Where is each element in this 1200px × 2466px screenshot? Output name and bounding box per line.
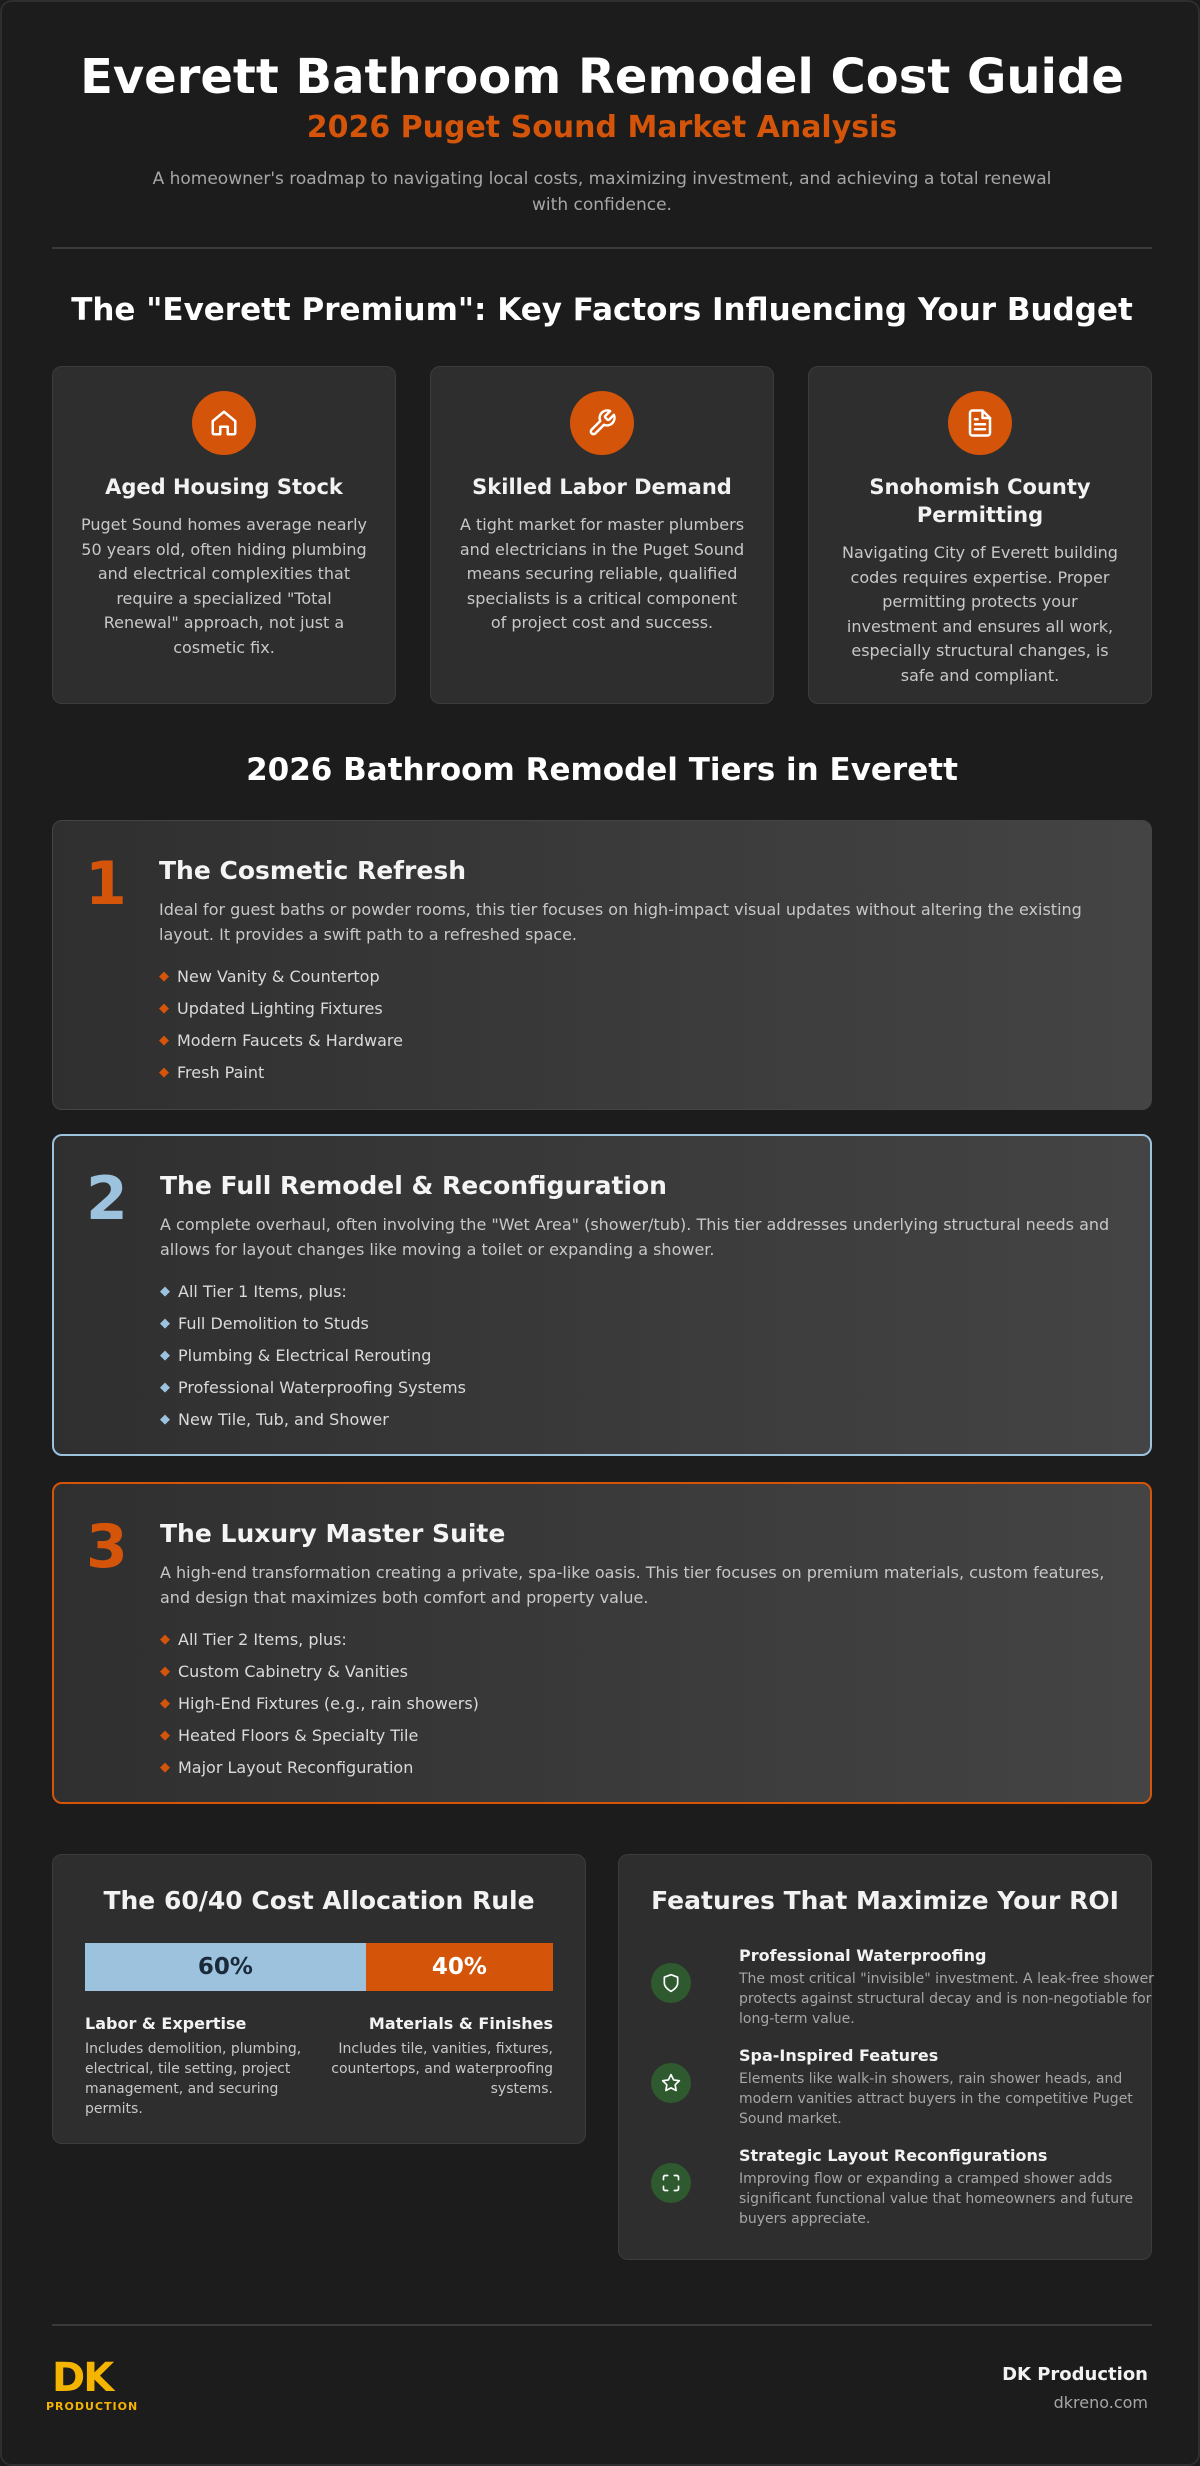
factors-section-title: The "Everett Premium": Key Factors Influencing Your Budget (71, 292, 1133, 328)
wrench-icon (570, 391, 634, 455)
diamond-bullet-icon: ◆ (160, 1664, 170, 1679)
materials-text: Includes tile, vanities, fixtures, countertops, and waterproofing systems. (331, 2041, 553, 2097)
tier-number: 2 (86, 1164, 128, 1234)
diamond-bullet-icon: ◆ (160, 1760, 170, 1775)
tier-card-full-remodel (52, 1134, 1152, 1456)
labor-heading: Labor & Expertise (85, 2014, 247, 2033)
list-item (159, 1057, 1119, 1089)
document-icon (948, 391, 1012, 455)
allocation-split-bar (85, 1943, 553, 1991)
list-item (159, 993, 1119, 1025)
factor-card-aged-housing (52, 366, 396, 704)
page-title: Everett Bathroom Remodel Cost Guide (80, 49, 1124, 105)
roi-text: Improving flow or expanding a cramped shower adds significant functional value that homeowners and future buyers appreciate. (739, 2171, 1134, 2227)
diamond-bullet-icon: ◆ (159, 1001, 169, 1016)
factor-text: Puget Sound homes average nearly 50 years old, often hiding plumbing and electrical complexities that require a specialized "Total Renewal" approach, not just a cosmetic fix. (81, 515, 367, 657)
list-item (160, 1372, 1120, 1404)
factor-title: Snohomish County Permitting (869, 475, 1091, 527)
materials-description (329, 2013, 553, 2099)
tier-title: The Luxury Master Suite (160, 1519, 506, 1548)
list-item (160, 1404, 1120, 1436)
expand-icon (651, 2163, 691, 2203)
tier-feature-list (160, 1276, 1120, 1436)
diamond-bullet-icon: ◆ (160, 1380, 170, 1395)
list-item (160, 1624, 1120, 1656)
intro-text: A homeowner's roadmap to navigating local costs, maximizing investment, and achieving a total renewal with confidence. (152, 169, 1052, 215)
footer-info (1002, 2363, 1148, 2415)
factor-text: A tight market for master plumbers and electricians in the Puget Sound means securing reliable, qualified specialists is a critical component of project cost and success. (459, 515, 745, 632)
tier-feature: Fresh Paint (177, 1063, 265, 1082)
diamond-bullet-icon: ◆ (160, 1348, 170, 1363)
allocation-title: The 60/40 Cost Allocation Rule (103, 1886, 535, 1915)
tier-feature: Plumbing & Electrical Rerouting (178, 1346, 432, 1365)
diamond-bullet-icon: ◆ (159, 1033, 169, 1048)
factor-title: Skilled Labor Demand (472, 475, 732, 499)
list-item (160, 1656, 1120, 1688)
tier-feature: Updated Lighting Fixtures (177, 999, 383, 1018)
diamond-bullet-icon: ◆ (160, 1316, 170, 1331)
list-item (160, 1688, 1120, 1720)
tier-description: A complete overhaul, often involving the "Wet Area" (shower/tub). This tier addresses underlying structural needs and allows for layout changes like moving a toilet or expanding a shower. (160, 1215, 1110, 1259)
factor-card-permitting (808, 366, 1152, 704)
cost-allocation-panel (52, 1854, 586, 2144)
roi-text: The most critical "invisible" investment. A leak-free shower protects against structural decay and is non-negotiable for long-term value. (739, 1971, 1154, 2027)
list-item (160, 1276, 1120, 1308)
logo-mark: DK (52, 2355, 113, 2401)
tier-feature: New Vanity & Countertop (177, 967, 380, 986)
factor-card-skilled-labor (430, 366, 774, 704)
tier-feature-list (159, 961, 1119, 1089)
tier-feature: Heated Floors & Specialty Tile (178, 1726, 419, 1745)
tier-feature: All Tier 2 Items, plus: (178, 1630, 347, 1649)
labor-share-label: 60% (197, 1954, 253, 1980)
tier-card-cosmetic-refresh (52, 820, 1152, 1110)
list-item (160, 1720, 1120, 1752)
materials-share-segment (366, 1943, 553, 1991)
list-item (160, 1752, 1120, 1784)
tier-feature: Modern Faucets & Hardware (177, 1031, 403, 1050)
diamond-bullet-icon: ◆ (160, 1412, 170, 1427)
diamond-bullet-icon: ◆ (160, 1696, 170, 1711)
tier-number: 3 (86, 1512, 128, 1582)
tier-title: The Cosmetic Refresh (159, 856, 467, 885)
tier-title: The Full Remodel & Reconfiguration (160, 1171, 667, 1200)
factor-title: Aged Housing Stock (105, 475, 343, 499)
tier-feature: Full Demolition to Studs (178, 1314, 369, 1333)
tier-card-luxury-master-suite (52, 1482, 1152, 1804)
company-name: DK Production (1002, 2364, 1148, 2385)
materials-share-label: 40% (431, 1954, 487, 1980)
roi-title: Features That Maximize Your ROI (651, 1886, 1119, 1915)
logo-subtext: PRODUCTION (46, 2400, 139, 2413)
tier-number: 1 (85, 849, 127, 919)
tier-feature: New Tile, Tub, and Shower (178, 1410, 389, 1429)
company-logo (46, 2355, 139, 2414)
header-divider (52, 247, 1152, 249)
diamond-bullet-icon: ◆ (160, 1728, 170, 1743)
labor-text: Includes demolition, plumbing, electrical, tile setting, project management, and securing permits. (85, 2041, 302, 2117)
roi-heading: Strategic Layout Reconfigurations (739, 2146, 1048, 2165)
labor-share-segment (85, 1943, 366, 1991)
materials-heading: Materials & Finishes (368, 2014, 553, 2033)
tier-feature: Major Layout Reconfiguration (178, 1758, 414, 1777)
tier-feature: All Tier 1 Items, plus: (178, 1282, 347, 1301)
company-url[interactable]: dkreno.com (1053, 2393, 1148, 2412)
roi-text: Elements like walk-in showers, rain shower heads, and modern vanities attract buyers in the competitive Puget Sound market. (739, 2071, 1133, 2127)
page-subtitle: 2026 Puget Sound Market Analysis (306, 110, 898, 145)
tier-feature: High-End Fixtures (e.g., rain showers) (178, 1694, 479, 1713)
tier-feature: Professional Waterproofing Systems (178, 1378, 466, 1397)
factor-text: Navigating City of Everett building codes requires expertise. Proper permitting protects your investment and ensures all work, especially structural changes, is safe and compliant. (842, 543, 1118, 685)
tier-description: Ideal for guest baths or powder rooms, this tier focuses on high-impact visual updates without altering the existing layout. It provides a swift path to a refreshed space. (159, 900, 1082, 944)
tier-feature-list (160, 1624, 1120, 1784)
shield-icon (651, 1963, 691, 2003)
list-item (160, 1340, 1120, 1372)
roi-panel (618, 1854, 1152, 2260)
list-item (160, 1308, 1120, 1340)
roi-heading: Spa-Inspired Features (739, 2046, 939, 2065)
diamond-bullet-icon: ◆ (160, 1284, 170, 1299)
labor-description (85, 2013, 319, 2119)
tier-description: A high-end transformation creating a private, spa-like oasis. This tier focuses on premium materials, custom features, and design that maximizes both comfort and property value. (160, 1563, 1105, 1607)
star-icon (651, 2063, 691, 2103)
diamond-bullet-icon: ◆ (159, 1065, 169, 1080)
list-item (159, 1025, 1119, 1057)
house-icon (192, 391, 256, 455)
roi-heading: Professional Waterproofing (739, 1946, 987, 1965)
tier-feature: Custom Cabinetry & Vanities (178, 1662, 408, 1681)
footer-divider (52, 2324, 1152, 2326)
diamond-bullet-icon: ◆ (159, 969, 169, 984)
header (52, 48, 1152, 218)
tiers-section-title: 2026 Bathroom Remodel Tiers in Everett (246, 752, 958, 788)
list-item (159, 961, 1119, 993)
diamond-bullet-icon: ◆ (160, 1632, 170, 1647)
